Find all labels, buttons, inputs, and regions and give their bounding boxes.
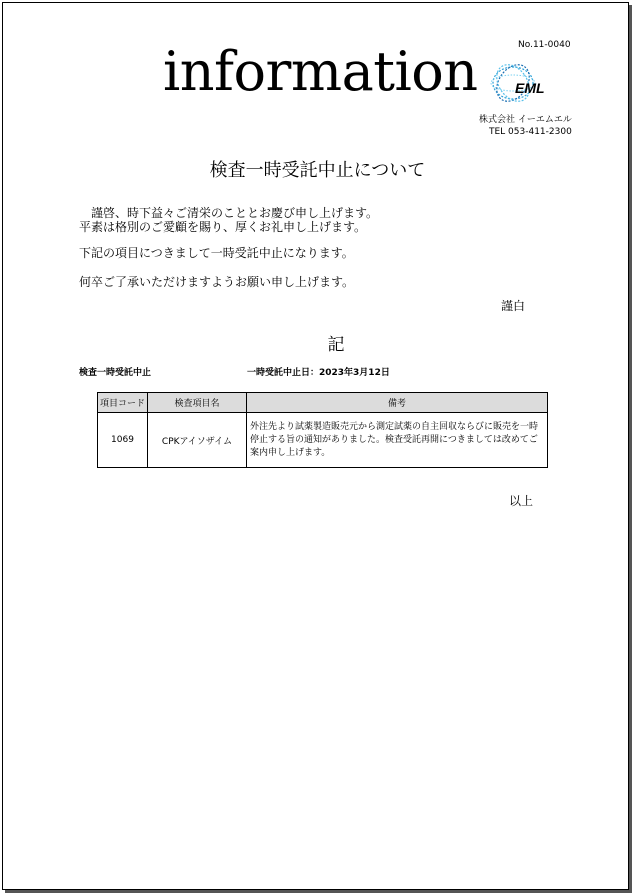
body-line-1: 謹啓、時下益々ご清栄のこととお慶び申し上げます。 [91, 206, 379, 220]
greeting-paragraph [79, 206, 378, 234]
table-header-row [98, 393, 548, 413]
closing-ijou: 以上 [509, 494, 534, 508]
cell-note: 外注先より試薬製造販売元から測定試薬の自主回収ならびに販売を一時停止する旨の通知がありました。検査受託再開につきましては改めてご案内申し上げます。 [247, 413, 548, 468]
table-row [98, 413, 548, 468]
body-line-2: 平素は格別のご愛顧を賜り、厚くお礼申し上げます。 [79, 220, 367, 234]
section-label: 検査一時受託中止 [79, 368, 152, 378]
document-page [2, 2, 629, 890]
information-heading: information [163, 40, 478, 103]
ki-heading: 記 [327, 335, 345, 355]
cell-code: 1069 [98, 413, 148, 468]
document-number: No.11-0040 [518, 40, 571, 50]
body-line-4: 何卒ご了承いただけますようお願い申し上げます。 [79, 275, 355, 289]
header-code: 項目コード [98, 393, 148, 413]
header-name: 検査項目名 [148, 393, 247, 413]
header-note: 備考 [247, 393, 548, 413]
notice-title: 検査一時受託中止について [209, 160, 426, 181]
stop-date: 一時受託中止日：2023年3月12日 [247, 368, 390, 378]
body-line-3: 下記の項目につきまして一時受託中止になります。 [79, 246, 354, 260]
company-tel: TEL 053-411-2300 [489, 127, 572, 137]
company-name: 株式会社 イーエムエル [478, 115, 572, 125]
company-info [473, 114, 572, 138]
logo-text: EML [515, 80, 545, 96]
closing-kinpaku: 謹白 [501, 299, 526, 313]
eml-logo [487, 61, 559, 107]
cell-name: CPKアイソザイム [148, 413, 247, 468]
items-table [97, 392, 548, 468]
